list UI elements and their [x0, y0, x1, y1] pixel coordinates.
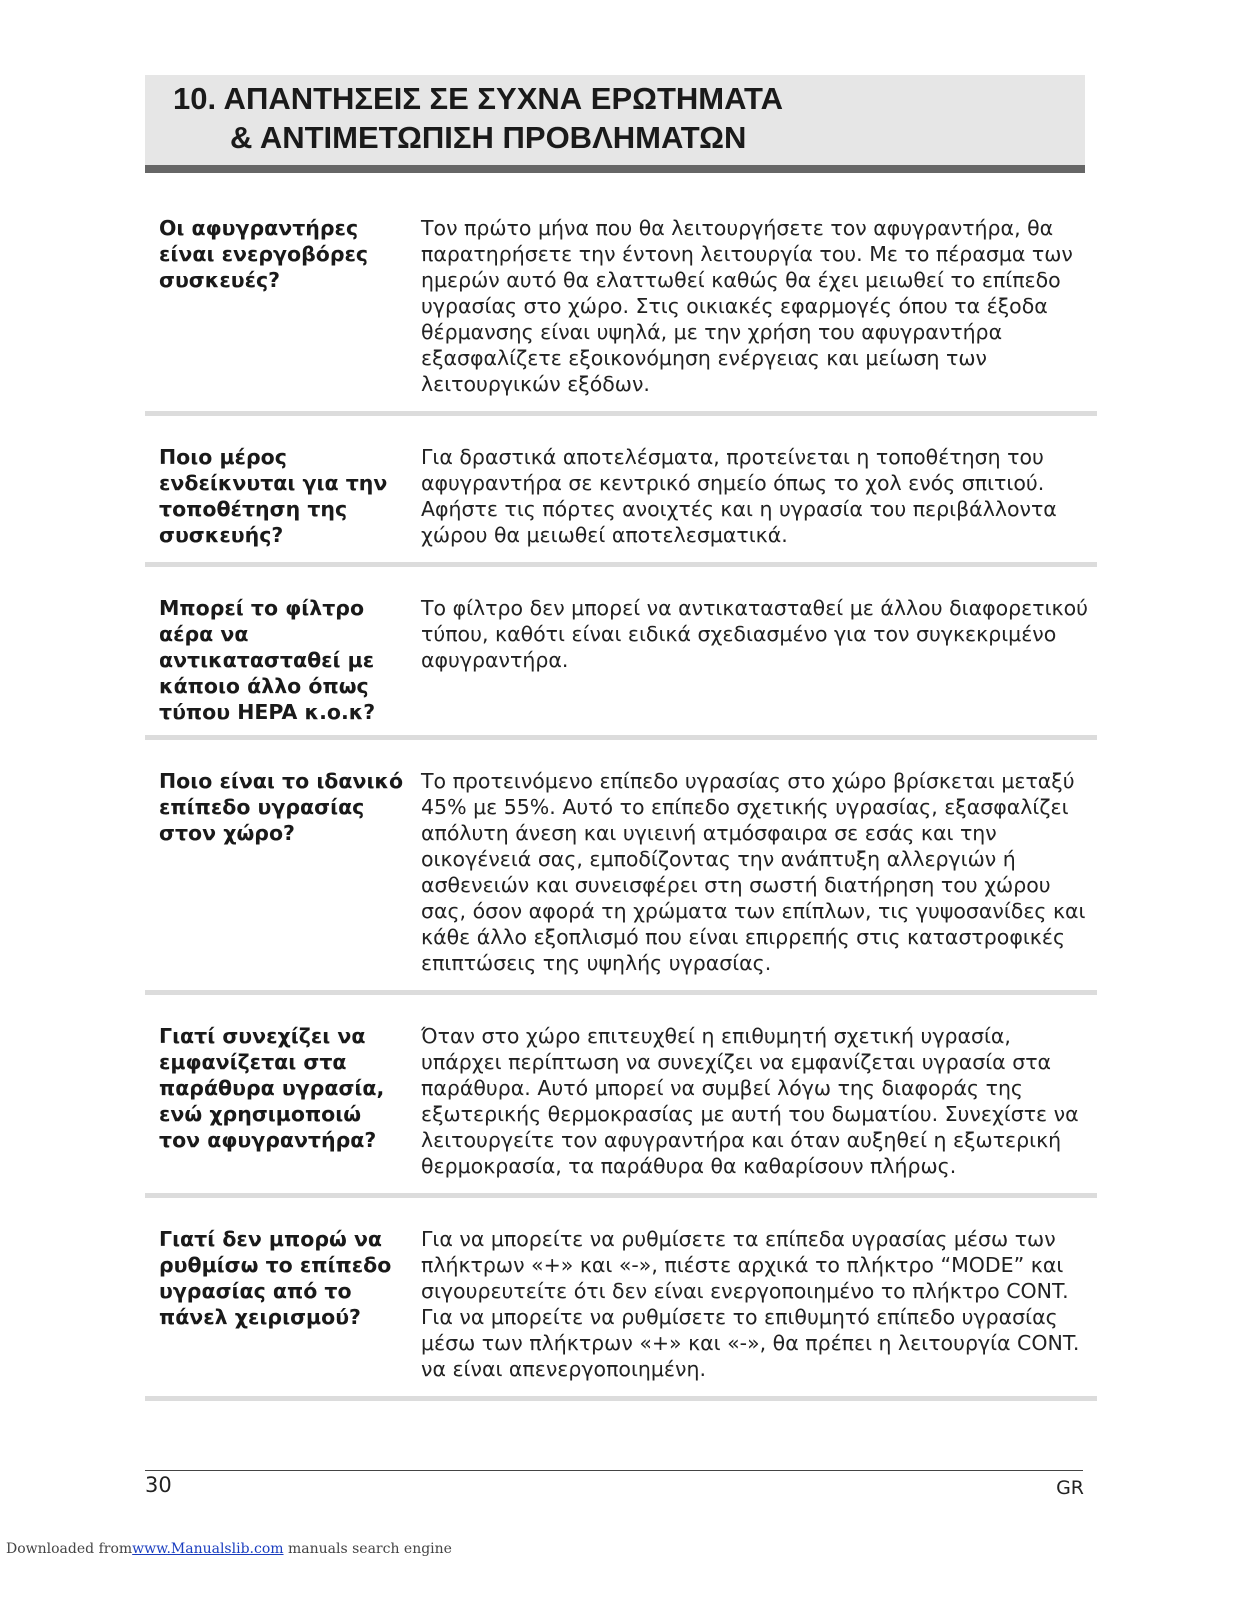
faq-answer: Για δραστικά αποτελέσματα, προτείνεται η τοποθέτηση του αφυγραντήρα σε κεντρικό σημείο όπως το χολ ενός σπιτιού. Αφήστε τις πόρτες ανοιχτές και η υγρασία του περιβάλλοντα χώρου θα μειωθεί αποτελεσματικά. — [421, 445, 1057, 547]
faq-question: Ποιο μέρος ενδείκνυται για την τοποθέτηση της συσκευής? — [159, 445, 388, 547]
faq-question: Γιατί δεν μπορώ να ρυθμίσω το επίπεδο υγρασίας από το πάνελ χειρισμού? — [159, 1227, 392, 1329]
title-line-1: 10. ΑΠΑΝΤΗΣΕΙΣ ΣΕ ΣΥΧΝΑ ΕΡΩΤΗΜΑΤΑ — [173, 81, 783, 116]
footer-divider — [145, 1470, 1083, 1471]
section-header — [145, 75, 1085, 173]
faq-question: Μπορεί το φίλτρο αέρα να αντικατασταθεί με κάποιο άλλο όπως τύπου HEPA κ.ο.κ? — [159, 596, 376, 724]
faq-row — [145, 205, 1097, 416]
title-line-2: & ΑΝΤΙΜΕΤΩΠΙΣΗ ΠΡΟΒΛΗΜΑΤΩΝ — [230, 120, 747, 155]
faq-answer: Το φίλτρο δεν μπορεί να αντικατασταθεί με άλλου διαφορετικού τύπου, καθότι είναι ειδικά σχεδιασμένο για τον συγκεκριμένο αφυγραντήρα. — [421, 596, 1089, 672]
language-code: GR — [1056, 1477, 1084, 1499]
page-number: 30 — [145, 1473, 172, 1497]
faq-row — [145, 758, 1097, 995]
faq-row — [145, 1013, 1097, 1198]
faq-answer: Όταν στο χώρο επιτευχθεί η επιθυμητή σχετική υγρασία, υπάρχει περίπτωση να συνεχίζει να εμφανίζεται υγρασία στα παράθυρα. Αυτό μπορεί να συμβεί λόγω της διαφοράς της εξωτερικής θερμοκρασίας με αυτή του δωματίου. Συνεχίστε να λειτουργείτε τον αφυγραντήρα και όταν αυξηθεί η εξωτερική θερμοκρασία, τα παράθυρα θα καθαρίσουν πλήρως. — [421, 1024, 1079, 1178]
manualslib-link[interactable]: www.Manualslib.com — [132, 1541, 284, 1557]
page-title — [173, 79, 783, 157]
faq-row — [145, 434, 1097, 567]
download-notice — [6, 1541, 452, 1557]
faq-question: Γιατί συνεχίζει να εμφανίζεται στα παράθυρα υγρασία, ενώ χρησιμοποιώ τον αφυγραντήρα? — [159, 1024, 385, 1152]
download-suffix: manuals search engine — [283, 1541, 452, 1557]
faq-answer: Τον πρώτο μήνα που θα λειτουργήσετε τον αφυγραντήρα, θα παρατηρήσετε την έντονη λειτουργία του. Με το πέρασμα των ημερών αυτό θα ελαττωθεί καθώς θα έχει μειωθεί το επίπεδο υγρασίας στο χώρο. Στις οικιακές εφαρμογές όπου τα έξοδα θέρμανσης είναι υψηλά, με την χρήση του αφυγραντήρα εξασφαλίζετε εξοικονόμηση ενέργειας και μείωση των λειτουργικών εξόδων. — [421, 216, 1073, 396]
faq-answer: Για να μπορείτε να ρυθμίσετε τα επίπεδα υγρασίας μέσω των πλήκτρων «+» και «-», πιέστε αρχικά το πλήκτρο “MODE” και σιγουρευτείτε ότι δεν είναι ενεργοποιημένο το πλήκτρο CONT. Για να μπορείτε να ρυθμίσετε το επιθυμητό επίπεδο υγρασίας μέσω των πλήκτρων «+» και «-», θα πρέπει η λειτουργία CONT. να είναι απενεργοποιημένη. — [421, 1227, 1080, 1381]
faq-row — [145, 1216, 1097, 1401]
faq-question: Ποιο είναι το ιδανικό επίπεδο υγρασίας στον χώρο? — [159, 769, 404, 845]
download-prefix: Downloaded from — [6, 1541, 133, 1557]
faq-row — [145, 585, 1097, 740]
faq-table — [145, 205, 1097, 1419]
faq-answer: Το προτεινόμενο επίπεδο υγρασίας στο χώρο βρίσκεται μεταξύ 45% με 55%. Αυτό το επίπεδο σχετικής υγρασίας, εξασφαλίζει απόλυτη άνεση και υγιεινή ατμόσφαιρα σε εσάς και την οικογένειά σας, εμποδίζοντας την ανάπτυξη αλλεργιών ή ασθενειών και συνεισφέρει στη σωστή διατήρηση του χώρου σας, όσον αφορά τη χρώματα των επίπλων, τις γυψοσανίδες και κάθε άλλο εξοπλισμό που είναι επιρρεπής στις καταστροφικές επιπτώσεις της υψηλής υγρασίας. — [421, 769, 1086, 975]
faq-question: Οι αφυγραντήρες είναι ενεργοβόρες συσκευές? — [159, 216, 369, 292]
